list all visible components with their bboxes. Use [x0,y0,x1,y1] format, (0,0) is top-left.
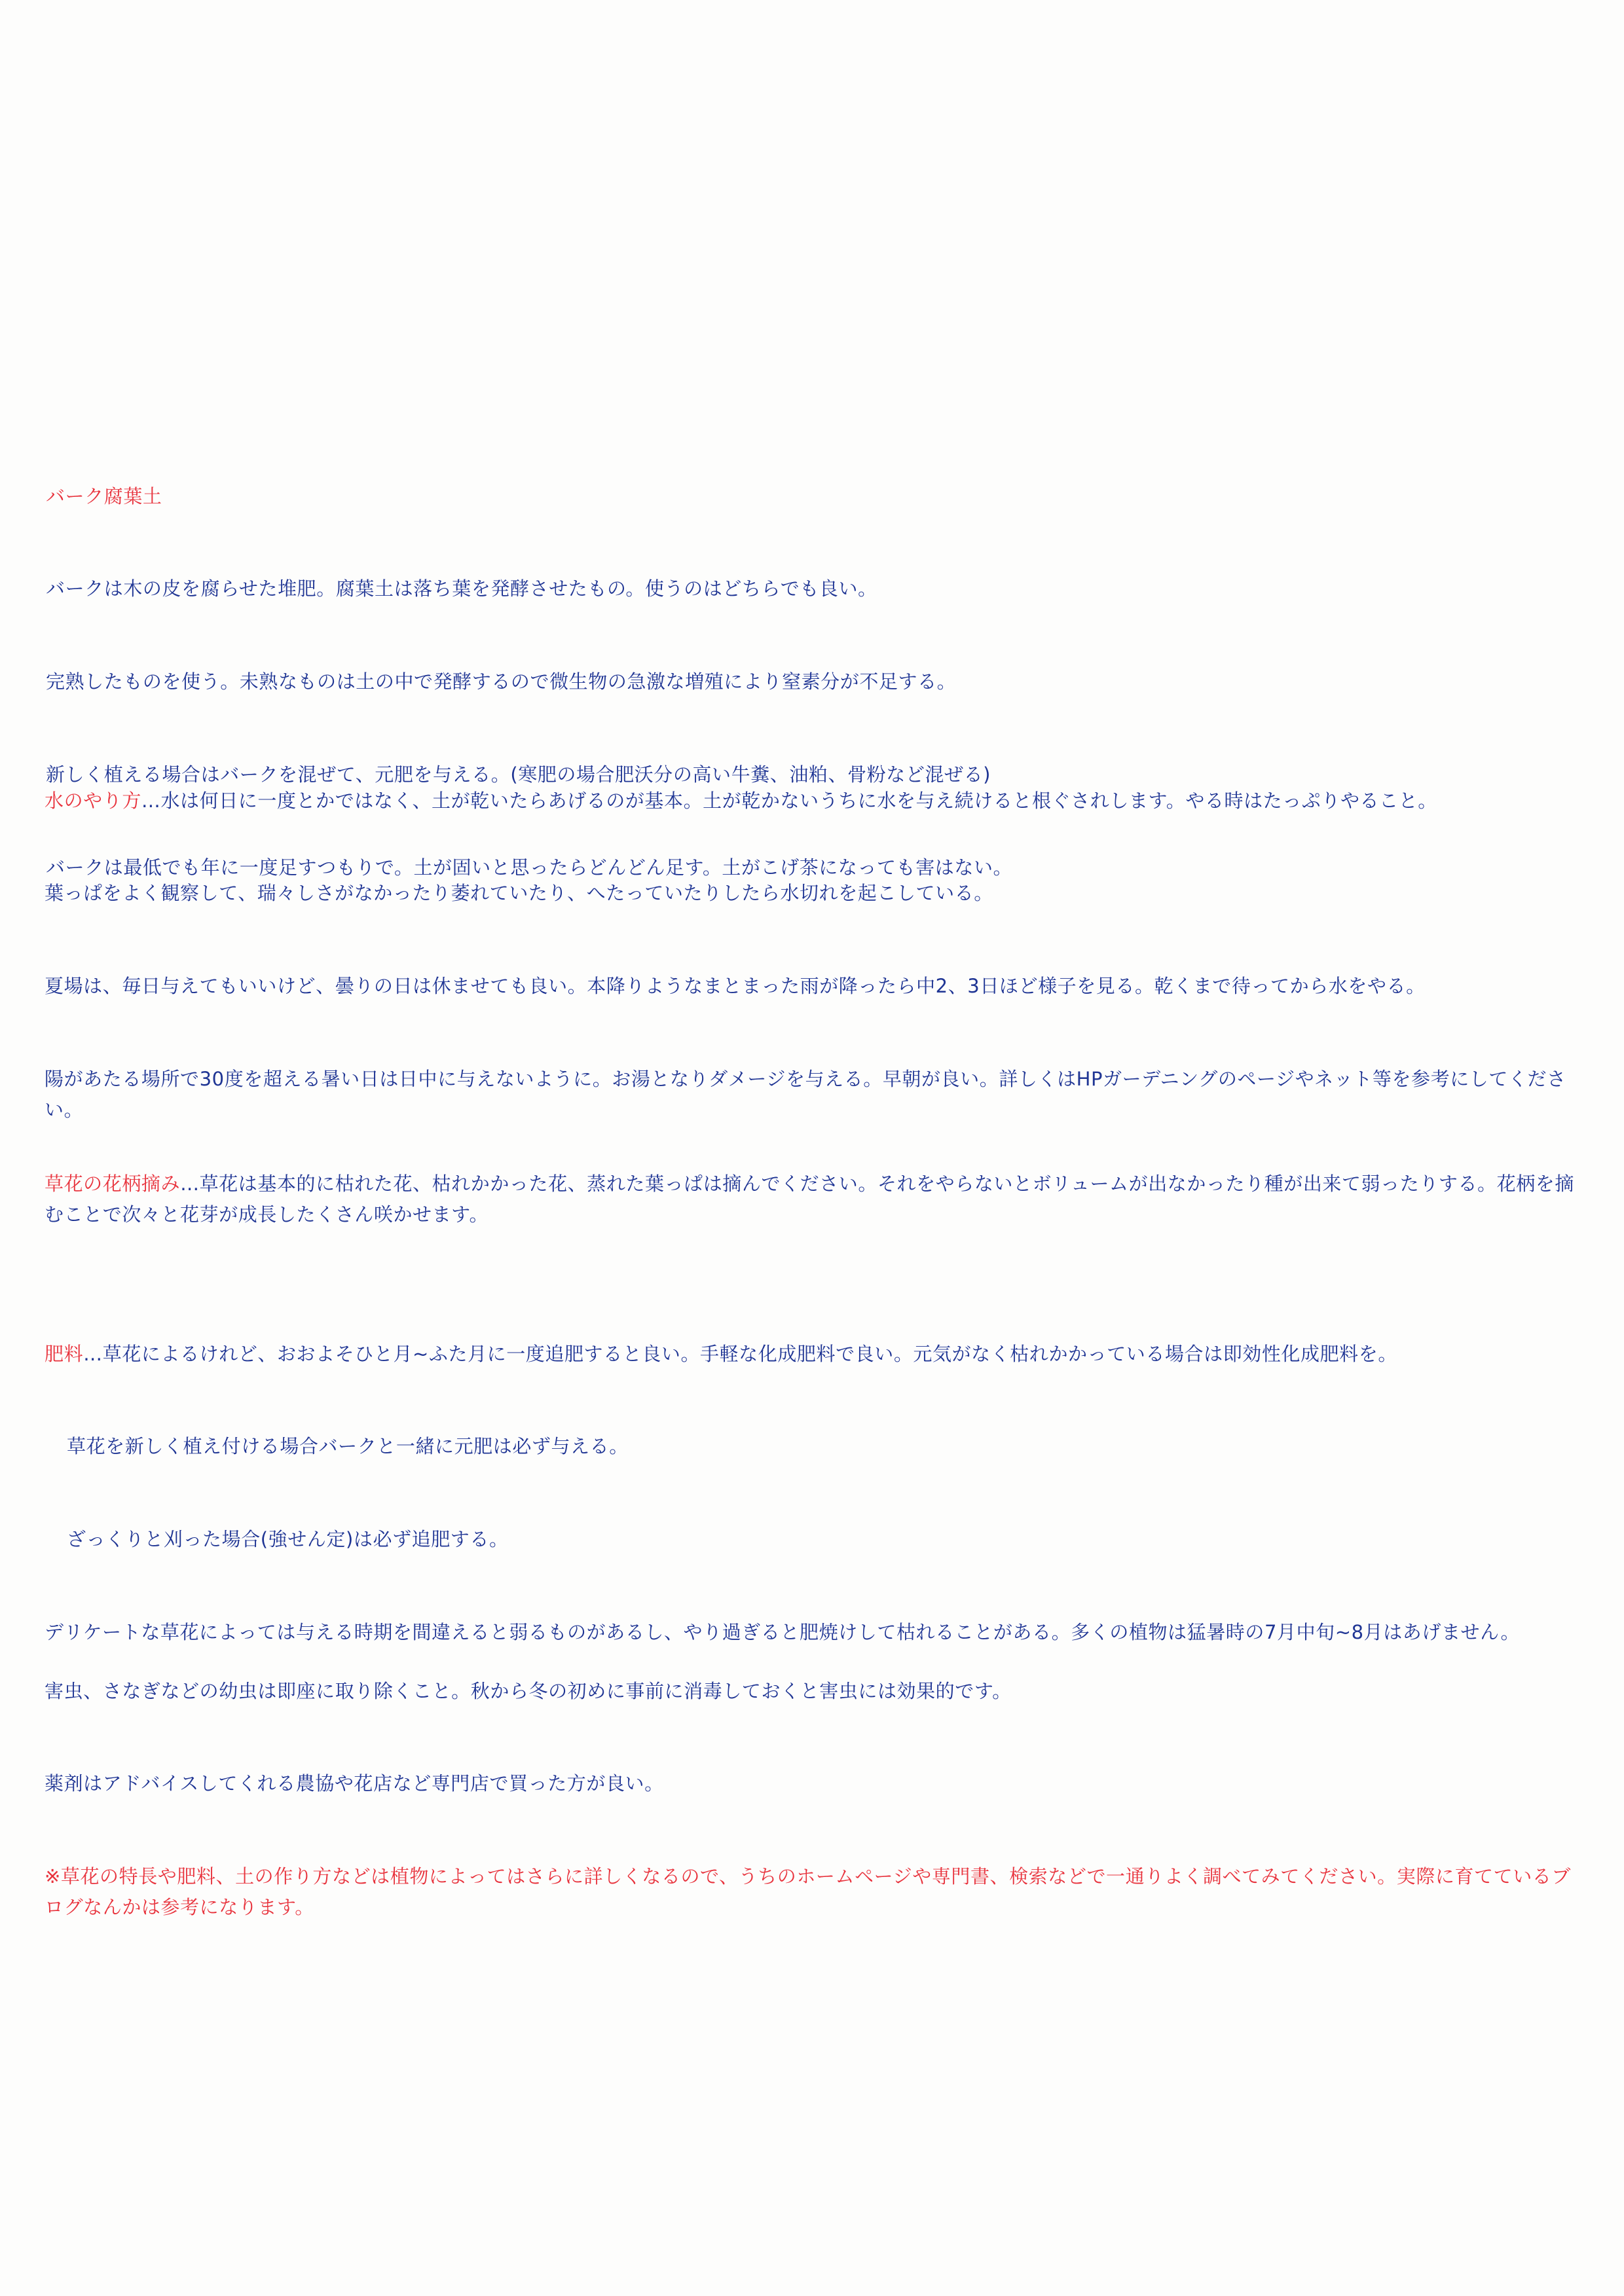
watering-line-1 [45,786,1583,816]
fertilizer-line-1 [45,1339,1583,1370]
section-heading-watering: 水のやり方 [45,789,141,812]
watering-line-4: 陽があたる場所で30度を超える暑い日は日中に与えないように。お湯となりダメージを与える。早朝が良い。詳しくはHPガーデニングのページやネット等を参考にしてください。 [45,1067,1566,1121]
bark-line-2: 完熟したものを使う。未熟なものは土の中で発酵するので微生物の急激な増殖により窒素分が不足する。 [46,670,957,693]
section-pest-control [45,1614,1583,1985]
bark-line-3: 新しく植える場合はバークを混ぜて、元肥を与える。(寒肥の場合肥沃分の高い牛糞、油粕、骨粉など混ぜる) [46,763,991,786]
deadheading-line-1 [45,1169,1583,1231]
pest-line-2: 薬剤はアドバイスしてくれる農協や花店など専門店で買った方が良い。 [45,1772,664,1795]
section-heading-deadheading: 草花の花柄摘み [45,1172,181,1195]
pest-note: ※草花の特長や肥料、土の作り方などは植物によってはさらに詳しくなるので、うちのホームページや専門書、検索などで一通りよく調べてみてください。実際に育てているブログなんかは参考になります。 [45,1865,1571,1919]
fertilizer-line-3: ざっくりと刈った場合(強せん定)は必ず追肥する。 [67,1528,509,1551]
pest-line-1: 害虫、さなぎなどの幼虫は即座に取り除くこと。秋から冬の初めに事前に消毒しておくと害虫には効果的です。 [45,1679,1012,1702]
fertilizer-line-2: 草花を新しく植え付ける場合バークと一緒に元肥は必ず与える。 [67,1435,629,1458]
fertilizer-line-1-text: …草花によるけれど、おおよそひと月~ふた月に一度追肥すると良い。手軽な化成肥料で良い。元気がなく枯れかかっている場合は即効性化成肥料を。 [83,1342,1397,1365]
fertilizer-line-4: デリケートな草花によっては与える時期を間違えると弱るものがあるし、やり過ぎると肥焼けして枯れることがある。多くの植物は猛暑時の7月中旬~8月はあげません。 [45,1620,1521,1643]
section-deadheading [45,1106,1583,1292]
section-heading-bark: バーク腐葉土 [46,484,162,507]
watering-line-1-text: …水は何日に一度とかではなく、土が乾いたらあげるのが基本。土が乾かないうちに水を与え続けると根ぐされします。やる時はたっぷりやること。 [141,789,1437,812]
section-heading-fertilizer: 肥料 [45,1342,84,1365]
bark-line-4: バークは最低でも年に一度足すつもりで。土が固いと思ったらどんどん足す。土がこげ茶になっても害はない。 [46,856,1013,879]
watering-line-2: 葉っぱをよく観察して、瑞々しさがなかったり萎れていたり、へたっていたりしたら水切れを起こしている。 [45,882,993,905]
watering-line-3: 夏場は、毎日与えてもいいけど、曇りの日は休ませても良い。本降りようなまとまった雨が降ったら中2、3日ほど様子を見る。乾くまで待ってから水をやる。 [45,975,1426,998]
bark-line-1: バークは木の皮を腐らせた堆肥。腐葉土は落ち葉を発酵させたもの。使うのはどちらでも良い。 [46,577,877,600]
deadheading-line-1-text: …草花は基本的に枯れた花、枯れかかった花、蒸れた葉っぱは摘んでください。それをやらないとボリュームが出なかったり種が出来て弱ったりする。花柄を摘むことで次々と花芽が成長したくさん咲かせます。 [45,1172,1574,1226]
